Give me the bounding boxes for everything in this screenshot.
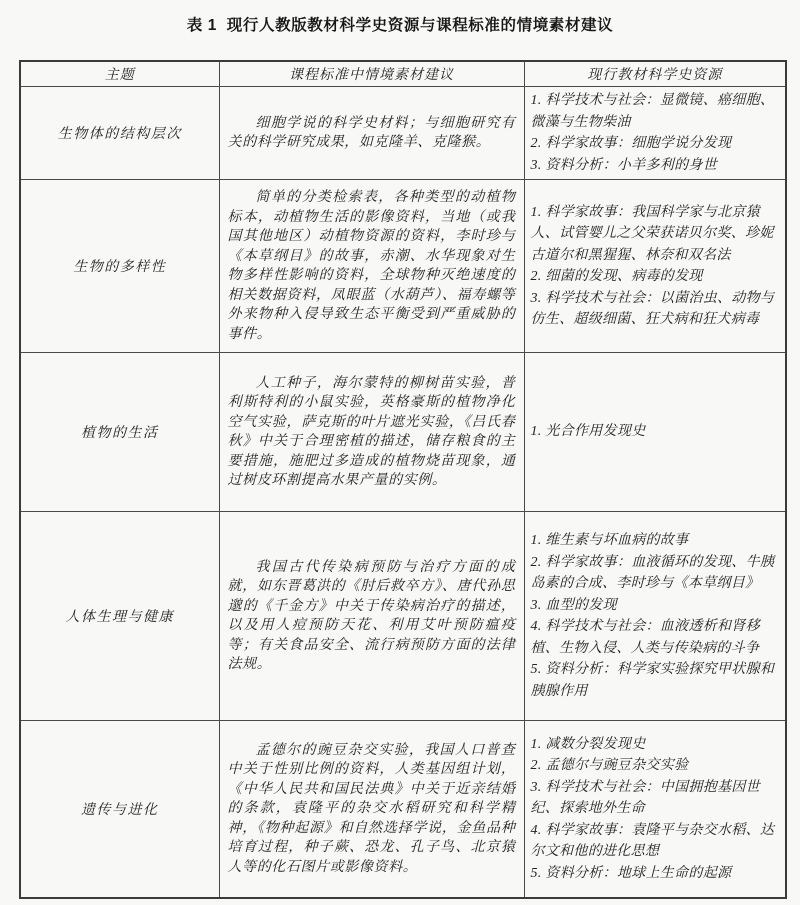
suggestion-text: 人工种子，海尔蒙特的柳树苗实验，普利斯特利的小鼠实验，英格豪斯的植物净化空气实验，萨克斯的叶片遮光实验，《吕氏春秋》中关于合理密植的描述，储存粮食的主要措施，施肥过多造成的植物烧苗现象，通过树皮环割提高水果产量的实例。 [227,375,516,488]
header-topic: 主题 [20,61,219,87]
resources-cell [524,180,786,353]
resource-item: 2. 科学家故事：细胞学说分发现 [530,136,732,151]
table-row [20,721,786,898]
resource-item: 3. 血型的发现 [530,597,617,613]
suggestion-cell [219,87,524,180]
resource-item: 5. 资料分析：地球上生命的起源 [530,865,732,881]
resources-cell [524,512,786,721]
suggestion-cell [219,180,524,353]
topic-cell: 生物体的结构层次 [20,87,219,180]
resource-item: 3. 资料分析：小羊多利的身世 [530,157,717,173]
table-row [20,353,786,512]
resources-cell [524,721,786,898]
table-title: 表 1 现行人教版教材科学史资源与课程标准的情境素材建议 [186,17,614,34]
resources-cell [524,353,786,512]
resource-item: 1. 科学家故事：我国科学家与北京猿人、试管婴儿之父荣获诺贝尔奖、珍妮古道尔和黑猩猩、林奈和双名法 [530,204,774,263]
header-suggestion: 课程标准中情境素材建议 [219,61,524,87]
suggestion-text: 我国古代传染病预防与治疗方面的成就，如东晋葛洪的《肘后救卒方》、唐代孙思邈的《千金方》中关于传染病治疗的描述，以及用人痘预防天花、利用艾叶预防瘟疫等；有关食品安全、流行病预防方面的法律法规。 [227,559,516,672]
suggestion-cell [219,353,524,512]
resource-item: 4. 科学技术与社会：血液透析和肾移植、生物入侵、人类与传染病的斗争 [530,619,760,656]
resource-item: 2. 细菌的发现、病毒的发现 [530,269,703,284]
resource-item: 1. 科学技术与社会：显微镜、癌细胞、微藻与生物柴油 [530,93,775,130]
resource-item: 5. 资料分析：科学家实验探究甲状腺和胰腺作用 [530,662,775,699]
suggestion-text: 细胞学说的科学史材料；与细胞研究有关的科学研究成果，如克隆羊、克隆猴。 [227,115,516,150]
topic-cell: 人体生理与健康 [20,512,219,721]
table-row [20,87,786,180]
resource-item: 4. 科学家故事：袁隆平与杂交水稻、达尔文和他的进化思想 [530,822,775,859]
suggestion-text: 孟德尔的豌豆杂交实验，我国人口普查中关于性别比例的资料，人类基因组计划，《中华人民共和国民法典》中关于近亲结婚的条款，袁隆平的杂交水稻研究和科学精神，《物种起源》和自然选择学说，金鱼品种培育过程，种子蕨、恐龙、孔子鸟、北京猿人等的化石图片或影像资料。 [227,742,516,875]
resource-item: 1. 维生素与坏血病的故事 [530,533,689,548]
resource-item: 3. 科学技术与社会：中国拥抱基因世纪、探索地外生命 [530,779,760,816]
suggestion-text: 简单的分类检索表，各种类型的动植物标本，动植物生活的影像资料，当地（或我国其他地区）动植物资源的资料，李时珍与《本草纲目》的故事，赤潮、水华现象对生物多样性影响的资料，全球物种灭绝速度的相关数据资料，凤眼蓝（水葫芦）、福寿螺等外来物种入侵导致生态平衡受到严重威胁的事件。 [227,190,516,342]
header-row [20,61,786,87]
science-history-table [19,60,787,899]
topic-cell: 植物的生活 [20,353,219,512]
resource-item: 3. 科学技术与社会：以菌治虫、动物与仿生、超级细菌、狂犬病和狂犬病毒 [530,290,775,327]
table-row [20,180,786,353]
header-resources: 现行教材科学史资源 [524,61,786,87]
suggestion-cell [219,512,524,721]
resource-item: 2. 科学家故事：血液循环的发现、牛胰岛素的合成、李时珍与《本草纲目》 [530,554,775,591]
resource-item: 2. 孟德尔与豌豆杂交实验 [530,758,689,773]
table-row [20,512,786,721]
resource-item: 1. 光合作用发现史 [530,424,646,440]
resource-item: 1. 减数分裂发现史 [530,736,646,752]
topic-cell: 生物的多样性 [20,180,219,353]
resources-cell [524,87,786,180]
suggestion-cell [219,721,524,898]
topic-cell: 遗传与进化 [20,721,219,898]
